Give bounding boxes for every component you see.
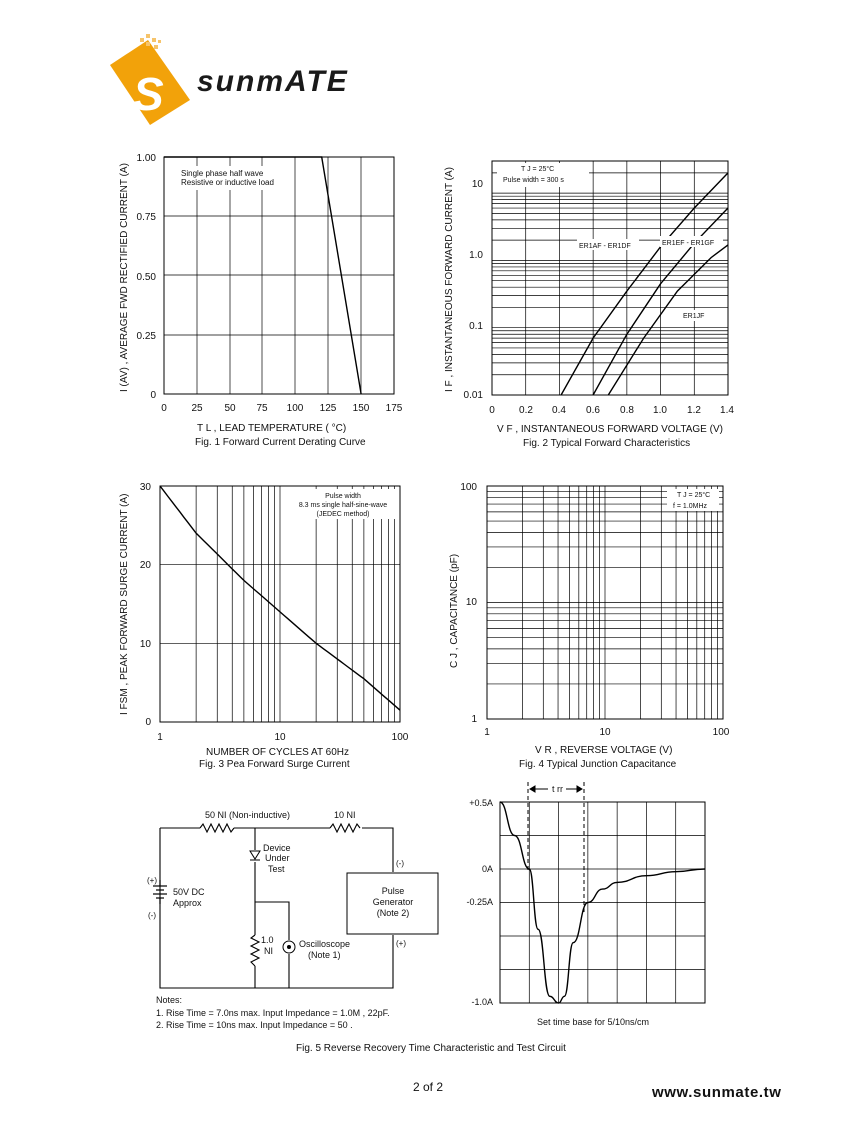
fig4-y-tick: 10 — [465, 597, 477, 608]
fig3-annotation-line1: Pulse width — [325, 493, 361, 500]
dut-label-2: Under — [265, 853, 290, 863]
fig2-series-label: ER1EF - ER1GF — [662, 240, 715, 247]
fig2-y-tick: 0.1 — [469, 321, 483, 332]
fig1-x-tick: 0 — [161, 403, 167, 414]
page-number: 2 of 2 — [413, 1080, 444, 1094]
fig2-y-tick: 10 — [471, 179, 483, 190]
r3-label-1: 1.0 — [261, 935, 274, 945]
fig3-ylabel: I FSM , PEAK FORWARD SURGE CURRENT (A) — [119, 493, 130, 715]
fig2-y-tick: 0.01 — [463, 390, 483, 401]
fig2-x-tick: 0.2 — [519, 405, 533, 416]
fig3-x-ticks — [157, 732, 409, 743]
fig4-y-tick: 100 — [460, 482, 477, 493]
fig3-chart — [119, 482, 409, 770]
fig1-frame — [164, 157, 394, 394]
fig1-y-tick: 0 — [150, 390, 156, 401]
r3-label-2: NI — [264, 946, 273, 956]
fig2-x-tick: 1.4 — [720, 405, 734, 416]
fig5-grid — [500, 802, 705, 1003]
fig1-y-tick: 1.00 — [136, 153, 156, 164]
fig1-x-tick: 175 — [385, 403, 403, 414]
scope-label-2: (Note 1) — [308, 950, 341, 960]
fig5-caption: Fig. 5 Reverse Recovery Time Characteristic and Test Circuit — [296, 1043, 566, 1054]
fig1-y-tick: 0.25 — [136, 331, 156, 342]
source-minus: (-) — [148, 911, 156, 920]
fig2-x-tick: 0.8 — [620, 405, 634, 416]
oscilloscope-dot — [287, 945, 291, 949]
fig1-y-ticks — [137, 153, 157, 401]
fig2-x-tick: 0.6 — [586, 405, 600, 416]
fig1-x-tick: 125 — [319, 403, 337, 414]
pulse-label-2: Generator — [372, 897, 414, 907]
fig3-grid — [160, 486, 400, 722]
fig3-x-tick: 100 — [391, 732, 409, 743]
note-2: 2. Rise Time = 10ns max. Input Impedance = 50 . — [156, 1020, 353, 1030]
brand-name: sunmATE — [197, 65, 349, 98]
source-label-1: 50V DC — [173, 887, 205, 897]
fig4-chart — [449, 482, 730, 770]
resistor-r1 — [200, 824, 234, 832]
fig1-x-tick: 50 — [224, 403, 236, 414]
fig4-annotation-line2: f = 1.0MHz — [673, 503, 708, 510]
fig1-grid — [164, 157, 394, 394]
fig3-annotation-line3: (JEDEC method) — [316, 511, 370, 518]
fig4-y-ticks — [460, 482, 477, 725]
fig1-y-tick: 0.75 — [136, 212, 156, 223]
logo-letter: S — [133, 68, 164, 120]
fig3-y-tick: 30 — [139, 482, 151, 493]
notes-title: Notes: — [156, 995, 183, 1005]
fig2-caption: Fig. 2 Typical Forward Characteristics — [523, 438, 691, 449]
source-plus: (+) — [147, 876, 157, 885]
fig1-x-tick: 150 — [352, 403, 370, 414]
fig3-y-ticks — [140, 482, 152, 728]
fig2-annotation-line1: T J = 25°C — [521, 166, 555, 173]
diode-dut — [250, 851, 260, 859]
fig2-ylabel: I F , INSTANTANEOUS FORWARD CURRENT (A) — [444, 166, 455, 392]
fig4-caption: Fig. 4 Typical Junction Capacitance — [519, 759, 677, 770]
trr-label: t rr — [552, 784, 563, 794]
fig1-xlabel: T L , LEAD TEMPERATURE ( °C) — [197, 423, 347, 434]
fig2-series-group — [561, 173, 728, 395]
scope-label-1: Oscilloscope — [299, 939, 351, 949]
pulse-label-3: (Note 2) — [376, 908, 410, 918]
fig4-x-tick: 1 — [484, 727, 490, 738]
fig2-y-ticks — [464, 179, 484, 401]
circuit-r2-label: 10 NI — [334, 810, 356, 820]
logo — [110, 34, 349, 125]
fig1-x-tick: 25 — [191, 403, 203, 414]
fig2-x-tick: 0.4 — [552, 405, 566, 416]
fig4-grid — [487, 486, 723, 719]
footer-url: www.sunmate.tw — [652, 1084, 782, 1101]
fig5-circuit — [147, 810, 438, 1030]
fig2-grid — [492, 161, 728, 395]
resistor-r3 — [251, 935, 259, 966]
fig4-x-ticks — [484, 727, 730, 738]
fig5-y-tick: +0.5A — [469, 798, 493, 808]
fig2-x-tick: 0 — [489, 405, 495, 416]
fig1-series-derating — [164, 157, 361, 394]
pulse-plus: (+) — [396, 939, 406, 948]
pulse-label-1: Pulse — [381, 886, 405, 896]
fig2-x-tick: 1.0 — [653, 405, 667, 416]
fig2-series-label: ER1JF — [683, 313, 705, 320]
fig1-x-tick: 75 — [256, 403, 268, 414]
fig4-ylabel: C J , CAPACITANCE (pF) — [449, 553, 460, 668]
fig1-x-ticks — [161, 403, 403, 414]
fig4-x-tick: 100 — [712, 727, 730, 738]
resistor-r2 — [330, 824, 360, 832]
fig3-caption: Fig. 3 Pea Forward Surge Current — [199, 759, 350, 770]
fig2-x-ticks — [489, 405, 734, 416]
fig5-y-tick: -0.25A — [466, 897, 493, 907]
fig2-y-tick: 1.0 — [469, 250, 483, 261]
fig4-annotation-line1: T J = 25°C — [677, 492, 711, 499]
dut-label-1: Device — [263, 843, 291, 853]
fig2-series-0 — [561, 173, 728, 395]
fig3-x-tick: 10 — [274, 732, 286, 743]
fig1-y-tick: 0.50 — [136, 272, 156, 283]
fig4-x-tick: 10 — [599, 727, 611, 738]
fig1-caption: Fig. 1 Forward Current Derating Curve — [195, 437, 366, 448]
fig1-annotation-line1: Single phase half wave — [181, 169, 264, 178]
fig2-chart — [444, 161, 734, 449]
fig3-x-tick: 1 — [157, 732, 163, 743]
fig3-y-tick: 0 — [145, 717, 151, 728]
fig5-y-tick: 0A — [481, 864, 493, 874]
source-label-2: Approx — [173, 898, 202, 908]
pulse-minus: (-) — [396, 859, 404, 868]
fig5-y-ticks — [466, 798, 493, 1007]
fig4-xlabel: V R , REVERSE VOLTAGE (V) — [535, 745, 673, 756]
fig3-y-tick: 20 — [139, 560, 151, 571]
circuit-r1-label: 50 NI (Non-inductive) — [205, 810, 291, 820]
fig4-y-tick: 1 — [471, 714, 477, 725]
fig1-x-tick: 100 — [286, 403, 304, 414]
fig1-ylabel: I (AV) , AVERAGE FWD RECTIFIED CURRENT (A) — [119, 163, 130, 392]
fig2-annotation-line2: Pulse width = 300 s — [503, 177, 564, 184]
fig5-waveform — [466, 782, 705, 1027]
fig1-annotation-line2: Resistive or inductive load — [181, 178, 274, 187]
note-1: 1. Rise Time = 7.0ns max. Input Impedance = 1.0M , 22pF. — [156, 1008, 390, 1018]
fig2-x-tick: 1.2 — [687, 405, 701, 416]
fig5-xlabel: Set time base for 5/10ns/cm — [537, 1017, 650, 1027]
fig1-chart — [119, 153, 403, 448]
fig2-series-2 — [608, 245, 728, 395]
fig3-y-tick: 10 — [139, 639, 151, 650]
dut-label-3: Test — [268, 864, 285, 874]
fig3-xlabel: NUMBER OF CYCLES AT 60Hz — [206, 747, 349, 758]
fig3-annotation-line2: 8.3 ms single half-sine-wave — [298, 502, 388, 509]
fig2-series-label: ER1AF - ER1DF — [579, 243, 631, 250]
fig5-y-tick: -1.0A — [471, 997, 493, 1007]
fig2-xlabel: V F , INSTANTANEOUS FORWARD VOLTAGE (V) — [497, 424, 723, 435]
